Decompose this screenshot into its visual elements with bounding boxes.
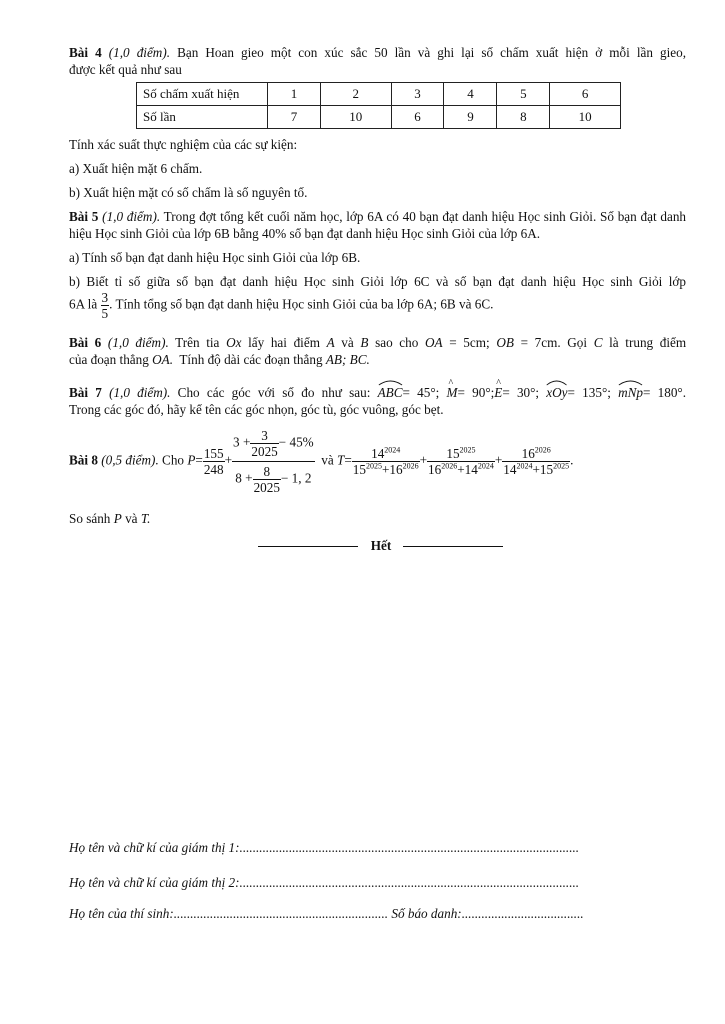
- power-exponent: 2024: [477, 461, 494, 471]
- text: 3 +: [233, 434, 251, 450]
- power-base: 14: [371, 446, 385, 461]
- bai4-line1: [69, 44, 686, 61]
- power-base: 15: [539, 462, 554, 477]
- text: So sánh: [69, 511, 111, 526]
- t-term-1: [352, 446, 420, 477]
- power-base: 15: [352, 462, 366, 477]
- bai6-label: Bài 6: [69, 335, 102, 350]
- bai7-line1: [69, 380, 686, 401]
- bai6-line1: [69, 334, 686, 351]
- t-term-2: [427, 446, 495, 477]
- text: của đoạn thẳng: [69, 352, 149, 367]
- power-exponent: 2026: [402, 461, 419, 471]
- point-label: C: [593, 335, 603, 350]
- bai5-part-b-line2: [69, 290, 686, 321]
- fraction-denominator: 248: [203, 462, 224, 477]
- table-cell: 5: [497, 83, 550, 106]
- table-cell: 10: [550, 106, 621, 129]
- variable-t: T.: [140, 511, 151, 526]
- angle-value: = 180°.: [643, 385, 687, 400]
- bai7-label: Bài 7: [69, 385, 102, 400]
- angle-value: = 90°;: [457, 385, 495, 400]
- bai5-b-post: . Tính tổng số bạn đạt danh hiệu Học sinh Giỏi của ba lớp 6A; 6B và 6C.: [109, 296, 494, 312]
- text: Cho: [162, 452, 185, 468]
- text: Trên tia: [175, 335, 220, 350]
- fraction-155-248: [203, 446, 225, 477]
- plus-sign: +: [494, 452, 503, 468]
- plus-sign: +: [224, 452, 233, 468]
- bai4-points: (1,0 điểm).: [108, 45, 171, 60]
- bai5-points: (1,0 điểm).: [102, 209, 161, 224]
- power-base: 14: [503, 462, 517, 477]
- fraction-numerator: 8: [253, 464, 281, 480]
- fraction-8-2025: [253, 464, 281, 495]
- angle-label: ABC: [377, 385, 403, 400]
- text: và: [341, 335, 354, 350]
- bai5-label: Bài 5: [69, 209, 99, 224]
- power-exponent: 2026: [534, 445, 551, 455]
- fraction-denominator: 2025: [253, 480, 280, 495]
- power-base: 15: [446, 446, 460, 461]
- table-cell: 1: [268, 83, 321, 106]
- candidate-number-field: Số báo danh:.....................................: [391, 906, 584, 921]
- end-label: Hết: [370, 538, 392, 553]
- bai4-label: Bài 4: [69, 45, 102, 60]
- fraction-denominator: 2025: [251, 444, 278, 459]
- bai5-b-pre: 6A là: [69, 296, 98, 312]
- fraction-numerator: [427, 446, 495, 462]
- angle-label: xOy: [546, 385, 568, 400]
- candidate-info-line: [69, 906, 584, 922]
- fraction-numerator: [502, 446, 570, 462]
- fraction-denominator: $14^{2024}+15^{2025}$: [503, 461, 570, 477]
- text: Cho các góc với số đo như sau:: [177, 385, 371, 400]
- text: Tính độ dài các đoạn thẳng: [179, 352, 323, 367]
- angle-symbol: [447, 381, 458, 401]
- variable-t: T: [337, 452, 345, 468]
- angle-label: mNp: [618, 385, 644, 400]
- table-header-cell: Số chấm xuất hiện: [137, 83, 268, 106]
- power-exponent: 2024: [516, 461, 533, 471]
- fraction-3-2025: [250, 428, 278, 459]
- angle-symbol: [618, 380, 643, 401]
- t-term-3: [502, 446, 570, 477]
- angle-symbol: [546, 380, 567, 401]
- angle-value: = 30°;: [502, 385, 540, 400]
- proctor2-signature-line: Họ tên và chữ kí của giám thị 2:.......................................................................................................: [69, 875, 580, 890]
- variable-p: P: [187, 452, 196, 468]
- angle-symbol: [494, 381, 502, 401]
- table-row: [137, 83, 621, 106]
- proctor1-signature-line: Họ tên và chữ kí của giám thị 1:.......................................................................................................: [69, 840, 580, 855]
- table-cell: 2: [320, 83, 391, 106]
- fraction-numerator: 155: [203, 446, 224, 461]
- text: và: [321, 452, 334, 468]
- angle-value: = 135°;: [567, 385, 611, 400]
- table-row: [137, 106, 621, 129]
- text: = 7cm.: [520, 335, 561, 350]
- bai6-points: (1,0 điểm).: [107, 335, 169, 350]
- bai4-question: Tính xác suất thực nghiệm của các sự kiện:: [69, 137, 298, 152]
- complex-numerator: [232, 428, 315, 462]
- text: Gọi: [567, 335, 588, 350]
- power-exponent: 2025: [365, 461, 382, 471]
- variable-p: P: [113, 511, 122, 526]
- divider: [258, 546, 358, 547]
- text: là trung điểm: [609, 335, 687, 350]
- complex-denominator: [232, 462, 315, 495]
- angle-value: = 45°;: [402, 385, 440, 400]
- bai5-part-a: a) Tính số bạn đạt danh hiệu Học sinh Giỏi của lớp 6B.: [69, 250, 361, 265]
- power-base: 16: [389, 462, 403, 477]
- segment-label: OA.: [152, 352, 174, 367]
- bai5-text: Trong đợt tổng kết cuối năm học, lớp 6A có 40 bạn đạt danh hiệu Học sinh Giỏi. Số bạn đạt danh hiệu Học sinh Giỏi của lớp 6B bằng 40% số bạn đạt danh hiệu Học sinh Giỏi của lớp 6A.: [69, 209, 687, 241]
- bai8-compare: [69, 510, 686, 527]
- table-cell: 6: [550, 83, 621, 106]
- complex-fraction: [232, 428, 315, 495]
- segment-label: AB; BC.: [325, 352, 370, 367]
- power-exponent: 2025: [459, 445, 476, 455]
- text: và: [125, 511, 138, 526]
- angle-label: M: [446, 385, 458, 400]
- dice-results-table: [136, 82, 621, 129]
- bai8-points: (0,5 điểm).: [101, 452, 159, 468]
- bai7-paragraph: [69, 380, 686, 418]
- bai4-line2: được kết quả như sau: [69, 62, 182, 77]
- fraction-denominator: $16^{2026}+14^{2024}$: [428, 461, 494, 477]
- table-cell: 8: [497, 106, 550, 129]
- point-label: B: [360, 335, 369, 350]
- plus-sign: +: [419, 452, 428, 468]
- segment-label: OB: [496, 335, 514, 350]
- divider: [403, 546, 503, 547]
- bai4-part-a: a) Xuất hiện mặt 6 chấm.: [69, 161, 203, 176]
- bai8-label: Bài 8: [69, 452, 98, 468]
- point-label: A: [326, 335, 335, 350]
- fraction-denominator: $15^{2025}+16^{2026}$: [352, 461, 419, 477]
- text: sao cho: [375, 335, 419, 350]
- bai7-points: (1,0 điểm).: [109, 385, 171, 400]
- power-exponent: 2026: [441, 461, 458, 471]
- fraction-three-fifths: [101, 290, 110, 321]
- bai4-part-b: b) Xuất hiện mặt có số chấm là số nguyên tố.: [69, 185, 308, 200]
- end-marker: [258, 538, 503, 552]
- table-cell: 9: [444, 106, 497, 129]
- table-cell: 10: [320, 106, 391, 129]
- bai6-paragraph: [69, 334, 686, 368]
- fraction-numerator: [352, 446, 420, 462]
- equals-sign: =: [195, 452, 203, 468]
- text: − 1, 2: [280, 470, 312, 486]
- angle-symbol: [378, 380, 403, 401]
- power-base: 16: [428, 462, 442, 477]
- bai7-line2: Trong các góc đó, hãy kể tên các góc nhọn, góc tù, góc vuông, góc bẹt.: [69, 402, 444, 417]
- bai4-paragraph: [69, 44, 686, 78]
- candidate-name-field: Họ tên của thí sinh:.................................................................: [69, 906, 389, 921]
- table-cell: 7: [268, 106, 321, 129]
- segment-label: OA: [425, 335, 443, 350]
- text: − 45%: [278, 434, 314, 450]
- bai5-part-b-text: b) Biết tỉ số giữa số bạn đạt danh hiệu Học sinh Giỏi lớp 6C và số bạn đạt danh hiệu Học sinh Giỏi lớp: [69, 274, 686, 289]
- ray-label: Ox: [226, 335, 242, 350]
- fraction-numerator: 3: [250, 428, 278, 444]
- power-exponent: 2025: [553, 461, 570, 471]
- power-base: 16: [521, 446, 535, 461]
- angle-label: E: [494, 385, 503, 400]
- text: lấy hai điểm: [248, 335, 320, 350]
- text: 8 +: [235, 470, 253, 486]
- equals-sign: =: [344, 452, 352, 468]
- fraction-denominator: 5: [101, 306, 109, 321]
- text: = 5cm;: [449, 335, 490, 350]
- bai5-paragraph: [69, 208, 686, 242]
- bai4-text: Bạn Hoan gieo một con xúc sắc 50 lần và ghi lại số chấm xuất hiện ở mỗi lần gieo,: [177, 45, 687, 60]
- bai5-part-b-line1: [69, 273, 686, 290]
- table-header-cell: Số lần: [137, 106, 268, 129]
- bai8-formula-row: Bài 8 (0,5 điểm). Cho P= $\frac{155}{248}$ + 3 + $\frac{3}{2025}$ − 45% 8 + $\frac{8}{2025}$ − 1, 2 và T= $\frac{14^{2024}}{15^{2025}+16^{2026}}$ + $\frac{15^{2025}}{16^{2026}+14^{2024}}$ + $\frac{16^{2026}}{14^{2024}+15^{2025}}$ .: [69, 428, 574, 495]
- fraction-numerator: 3: [101, 290, 109, 305]
- table-cell: 6: [391, 106, 444, 129]
- power-base: 14: [464, 462, 478, 477]
- table-cell: 4: [444, 83, 497, 106]
- table-cell: 3: [391, 83, 444, 106]
- power-exponent: 2024: [384, 445, 401, 455]
